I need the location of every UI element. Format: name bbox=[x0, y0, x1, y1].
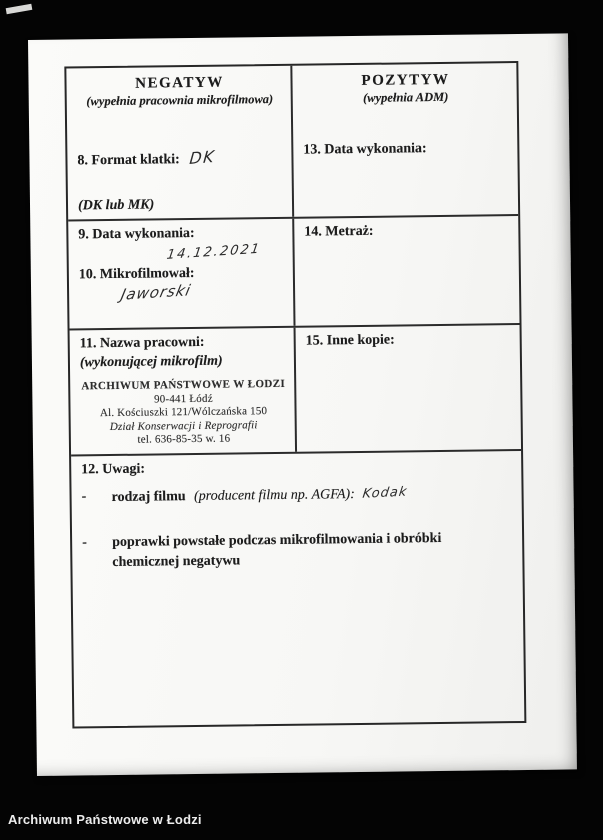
row-header-fields bbox=[66, 63, 518, 221]
page-edge-sliver bbox=[6, 4, 33, 14]
archive-watermark-caption: Archiwum Państwowe w Łodzi bbox=[8, 812, 202, 827]
uwagi-item2-dash: - bbox=[82, 535, 87, 551]
uwagi-item-rodzaj-filmu bbox=[81, 484, 509, 506]
archive-stamp bbox=[80, 378, 287, 448]
stamp-line-phone: tel. 636-85-35 w. 16 bbox=[137, 432, 231, 446]
field-metraz-label: 14. Metraż: bbox=[304, 223, 374, 240]
uwagi-item1-handwritten-value: Kodak bbox=[361, 484, 409, 502]
field-data-wykonania-negatyw-label: 9. Data wykonania: bbox=[78, 225, 195, 243]
field-format-klatki-hint: (DK lub MK) bbox=[77, 197, 155, 214]
stamp-line-postal: 90-441 Łódź bbox=[153, 392, 213, 405]
pozytyw-subtitle: (wypełnia ADM) bbox=[362, 89, 449, 105]
row-data-mikrofilm bbox=[68, 216, 519, 330]
cell-data-mikrofilm bbox=[68, 219, 293, 329]
pozytyw-title: POZYTYW bbox=[361, 71, 450, 89]
field-data-wykonania-negatyw-handwritten-value: 14.12.2021 bbox=[165, 241, 263, 263]
microfilm-form-table bbox=[64, 61, 526, 728]
field-inne-kopie-label: 15. Inne kopie: bbox=[305, 332, 395, 349]
uwagi-item1-italic-label: (producent filmu np. AGFA): bbox=[194, 487, 355, 505]
field-format-klatki-handwritten-value: DK bbox=[188, 146, 217, 169]
uwagi-item2-line1: poprawki powstałe podczas mikrofilmowania i obróbki bbox=[112, 530, 442, 551]
cell-negatyw bbox=[66, 66, 292, 220]
field-mikrofilmowal-signature: Jaworski bbox=[119, 281, 193, 304]
uwagi-item1-bold-label: rodzaj filmu bbox=[111, 489, 186, 506]
uwagi-item1-dash: - bbox=[81, 489, 87, 505]
field-data-wykonania-pozytyw-label: 13. Data wykonania: bbox=[303, 141, 427, 158]
cell-inne-kopie bbox=[294, 325, 521, 452]
row-pracownia-kopie bbox=[70, 325, 522, 456]
negatyw-title: NEGATYW bbox=[135, 74, 224, 92]
scanned-form-page bbox=[28, 33, 577, 776]
cell-metraz bbox=[292, 216, 519, 326]
uwagi-item2-text bbox=[112, 529, 442, 573]
uwagi-item2-line2: chemicznej negatywu bbox=[112, 553, 241, 571]
field-mikrofilmowal-label: 10. Mikrofilmował: bbox=[78, 265, 195, 283]
stamp-line-archive-name: ARCHIWUM PAŃSTWOWE W ŁODZI bbox=[81, 377, 286, 393]
field-nazwa-pracowni-label: 11. Nazwa pracowni: bbox=[79, 334, 205, 352]
field-uwagi-label: 12. Uwagi: bbox=[81, 461, 146, 478]
stamp-line-street: Al. Kościuszki 121/Wólczańska 150 bbox=[99, 405, 268, 420]
stamp-line-department: Dział Konserwacji i Reprografii bbox=[109, 418, 258, 433]
cell-pozytyw bbox=[290, 63, 518, 217]
row-uwagi bbox=[71, 451, 524, 726]
cell-nazwa-pracowni bbox=[70, 328, 295, 455]
field-format-klatki bbox=[77, 147, 283, 170]
negatyw-subtitle: (wypełnia pracownia mikrofilmowa) bbox=[86, 92, 274, 109]
field-nazwa-pracowni-sublabel: (wykonującej mikrofilm) bbox=[79, 353, 223, 371]
cell-uwagi bbox=[71, 451, 522, 573]
uwagi-item-poprawki bbox=[82, 528, 510, 573]
field-format-klatki-label: 8. Format klatki: bbox=[77, 152, 180, 169]
uwagi-item1-text bbox=[111, 485, 407, 506]
